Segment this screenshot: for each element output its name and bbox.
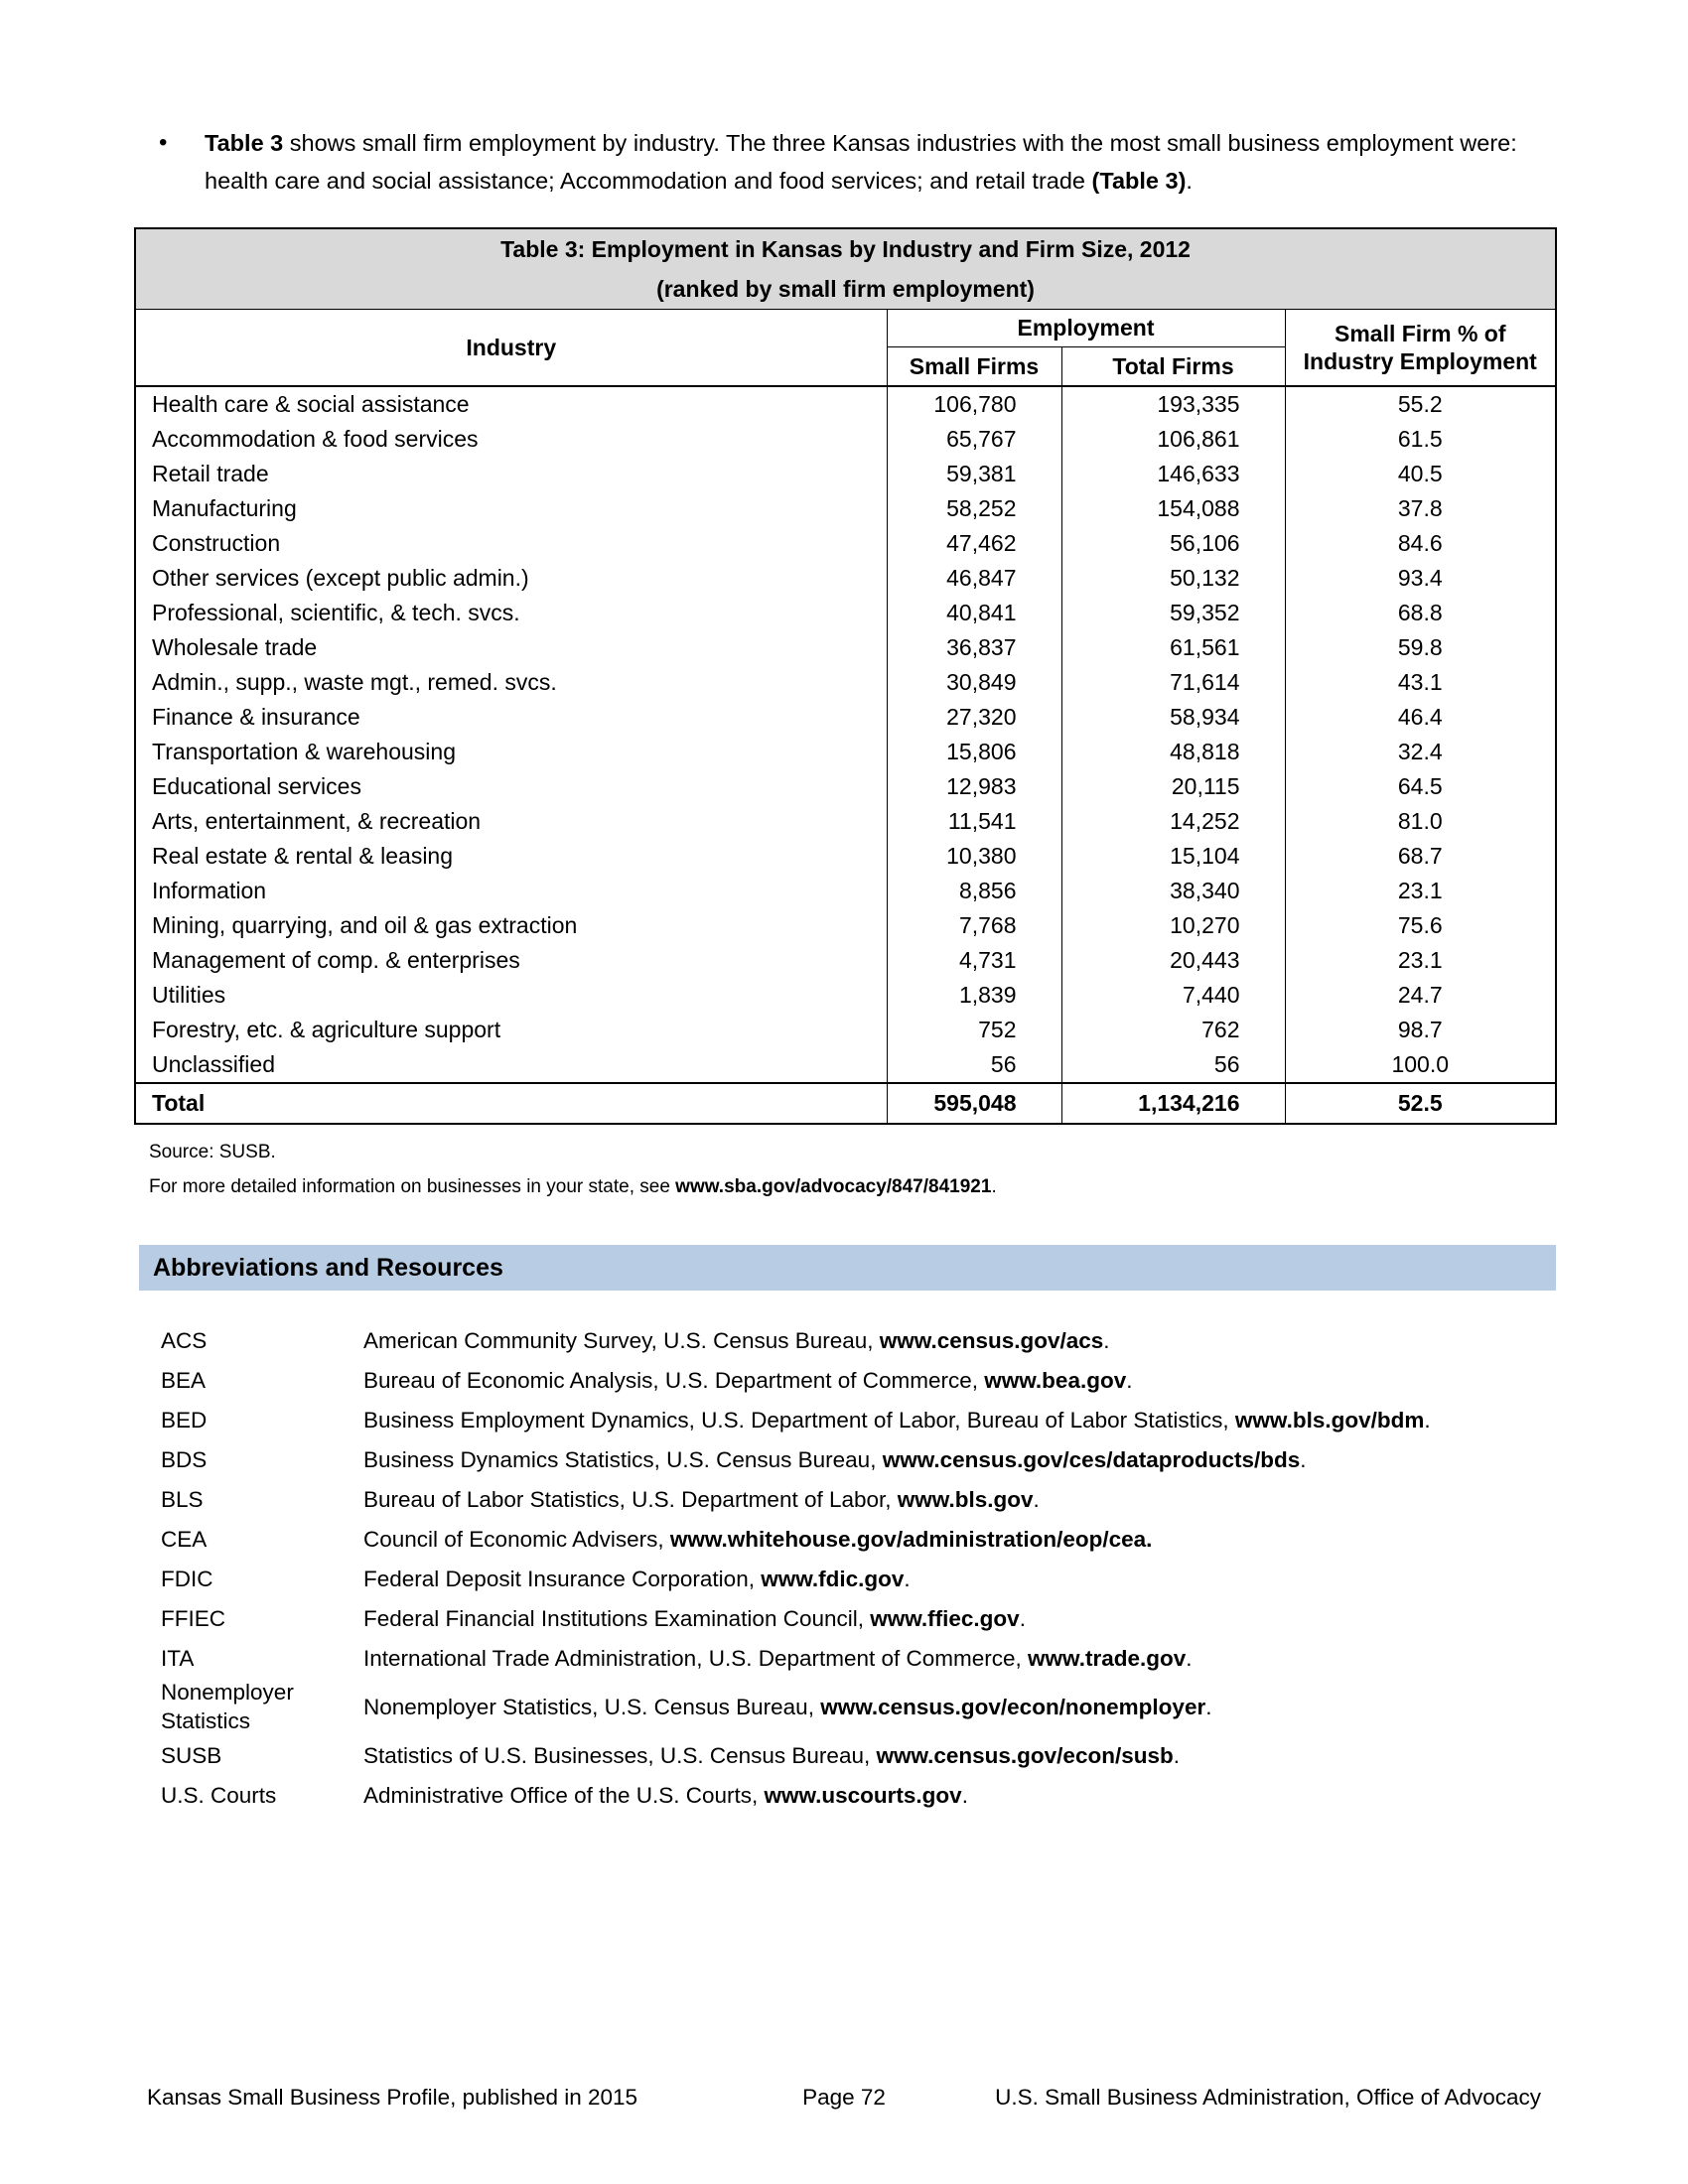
industry-cell: Unclassified (135, 1047, 887, 1083)
total-label-cell: Total (135, 1083, 887, 1124)
industry-row (135, 700, 1556, 735)
abbreviation-description (363, 1781, 1551, 1810)
abbreviation-description (363, 1604, 1551, 1633)
total-firms-cell: 762 (1061, 1013, 1285, 1047)
abbreviation-description (363, 1644, 1551, 1673)
small-firms-cell: 47,462 (887, 526, 1061, 561)
description-text: Nonemployer Statistics, U.S. Census Bureau, (363, 1694, 821, 1719)
small-firms-cell: 40,841 (887, 596, 1061, 630)
pct-cell: 81.0 (1285, 804, 1556, 839)
table-total-row (135, 1083, 1556, 1124)
description-text: Business Dynamics Statistics, U.S. Census Bureau, (363, 1446, 883, 1472)
pct-cell: 68.8 (1285, 596, 1556, 630)
description-text: Federal Financial Institutions Examination Council, (363, 1605, 871, 1631)
total-firms-cell: 48,818 (1061, 735, 1285, 769)
industry-row (135, 769, 1556, 804)
resource-link[interactable]: www.uscourts.gov (764, 1782, 962, 1808)
industry-cell: Admin., supp., waste mgt., remed. svcs. (135, 665, 887, 700)
resource-link[interactable]: www.whitehouse.gov/administration/eop/cea. (669, 1526, 1153, 1552)
pct-cell: 23.1 (1285, 874, 1556, 908)
abbreviation-description (363, 1525, 1551, 1554)
pct-cell: 61.5 (1285, 422, 1556, 457)
small-firms-cell: 36,837 (887, 630, 1061, 665)
table-subtitle: (ranked by small firm employment) (135, 269, 1556, 310)
abbreviation-term: BED (161, 1407, 208, 1433)
small-firms-cell: 10,380 (887, 839, 1061, 874)
pct-cell: 23.1 (1285, 943, 1556, 978)
description-text: Business Employment Dynamics, U.S. Department of Labor, Bureau of Labor Statistics, (363, 1407, 1235, 1433)
total-firms-cell: 38,340 (1061, 874, 1285, 908)
intro-tail-end: . (1186, 168, 1193, 194)
pct-cell: 68.7 (1285, 839, 1556, 874)
abbreviation-term: ITA (161, 1645, 195, 1671)
abbreviation-description (363, 1445, 1551, 1474)
industry-table-body (135, 386, 1556, 1083)
abbreviation-term: ACS (161, 1327, 208, 1353)
abbreviation-row (161, 1439, 1551, 1479)
small-firms-cell: 1,839 (887, 978, 1061, 1013)
small-firms-cell: 15,806 (887, 735, 1061, 769)
column-header-total-firms: Total Firms (1061, 347, 1285, 387)
total-total-firms-cell: 1,134,216 (1061, 1083, 1285, 1124)
industry-cell: Health care & social assistance (135, 386, 887, 422)
description-text: Bureau of Economic Analysis, U.S. Department of Commerce, (363, 1367, 985, 1393)
total-firms-cell: 56 (1061, 1047, 1285, 1083)
description-end: . (1300, 1446, 1307, 1472)
sba-advocacy-link[interactable]: www.sba.gov/advocacy/847/841921 (675, 1176, 992, 1197)
small-firms-cell: 46,847 (887, 561, 1061, 596)
total-firms-cell: 58,934 (1061, 700, 1285, 735)
more-info-line (149, 1175, 1688, 1199)
industry-row (135, 735, 1556, 769)
pct-cell: 59.8 (1285, 630, 1556, 665)
description-end: . (1424, 1407, 1431, 1433)
column-header-employment: Employment (887, 310, 1285, 347)
more-info-end: . (991, 1176, 997, 1197)
abbreviation-term: U.S. Courts (161, 1782, 277, 1808)
description-end: . (1103, 1327, 1110, 1353)
industry-cell: Manufacturing (135, 491, 887, 526)
total-firms-cell: 10,270 (1061, 908, 1285, 943)
industry-row (135, 526, 1556, 561)
abbreviation-description (363, 1406, 1551, 1434)
industry-row (135, 422, 1556, 457)
total-firms-cell: 14,252 (1061, 804, 1285, 839)
description-text: Bureau of Labor Statistics, U.S. Department of Labor, (363, 1486, 898, 1512)
pct-cell: 75.6 (1285, 908, 1556, 943)
description-text: Council of Economic Advisers, (363, 1526, 670, 1552)
industry-cell: Mining, quarrying, and oil & gas extraction (135, 908, 887, 943)
industry-row (135, 596, 1556, 630)
description-text: International Trade Administration, U.S. Department of Commerce, (363, 1645, 1029, 1671)
small-firms-cell: 30,849 (887, 665, 1061, 700)
industry-cell: Finance & insurance (135, 700, 887, 735)
abbreviation-row (161, 1360, 1551, 1400)
abbreviation-row (161, 1519, 1551, 1559)
table-title-row-1 (135, 228, 1556, 269)
description-text: Statistics of U.S. Businesses, U.S. Census Bureau, (363, 1742, 877, 1768)
resource-link[interactable]: www.census.gov/econ/susb (876, 1742, 1174, 1768)
industry-row (135, 804, 1556, 839)
source-line: Source: SUSB. (149, 1142, 276, 1162)
column-header-small-firm-pct (1285, 310, 1556, 387)
footer-publication: Kansas Small Business Profile, published in 2015 (147, 2085, 638, 2110)
industry-row (135, 978, 1556, 1013)
description-end: . (904, 1566, 911, 1591)
industry-cell: Real estate & rental & leasing (135, 839, 887, 874)
pct-header-line2: Industry Employment (1303, 348, 1537, 374)
pct-cell: 93.4 (1285, 561, 1556, 596)
abbreviation-description (363, 1693, 1551, 1721)
abbreviation-description (363, 1326, 1551, 1355)
description-text: Administrative Office of the U.S. Courts, (363, 1782, 765, 1808)
total-firms-cell: 50,132 (1061, 561, 1285, 596)
resource-link[interactable]: www.census.gov/econ/nonemployer (820, 1694, 1206, 1719)
industry-cell: Forestry, etc. & agriculture support (135, 1013, 887, 1047)
abbreviation-row (161, 1678, 1551, 1735)
pct-cell: 43.1 (1285, 665, 1556, 700)
industry-cell: Retail trade (135, 457, 887, 491)
resource-link[interactable]: www.census.gov/acs (879, 1327, 1104, 1353)
column-header-small-firms: Small Firms (887, 347, 1061, 387)
total-firms-cell: 59,352 (1061, 596, 1285, 630)
total-firms-cell: 7,440 (1061, 978, 1285, 1013)
industry-cell: Information (135, 874, 887, 908)
abbreviation-row (161, 1320, 1551, 1360)
intro-bold-lead: Table 3 (205, 130, 284, 156)
bullet-marker: • (159, 129, 168, 156)
abbreviations-list (161, 1320, 1551, 1815)
industry-cell: Management of comp. & enterprises (135, 943, 887, 978)
small-firms-cell: 4,731 (887, 943, 1061, 978)
industry-row (135, 1047, 1556, 1083)
small-firms-cell: 56 (887, 1047, 1061, 1083)
industry-row (135, 874, 1556, 908)
abbreviation-row (161, 1598, 1551, 1638)
resource-link[interactable]: www.ffiec.gov (870, 1605, 1020, 1631)
industry-row (135, 630, 1556, 665)
table-title-row-2 (135, 269, 1556, 310)
pct-header-line1: Small Firm % of (1334, 321, 1506, 346)
description-text: Federal Deposit Insurance Corporation, (363, 1566, 762, 1591)
abbreviation-description (363, 1366, 1551, 1395)
description-end: . (1205, 1694, 1212, 1719)
small-firms-cell: 8,856 (887, 874, 1061, 908)
small-firms-cell: 11,541 (887, 804, 1061, 839)
table-title: Table 3: Employment in Kansas by Industry and Firm Size, 2012 (135, 228, 1556, 269)
small-firms-cell: 27,320 (887, 700, 1061, 735)
abbreviation-row (161, 1775, 1551, 1815)
abbreviation-row (161, 1479, 1551, 1519)
footer-organization: U.S. Small Business Administration, Office of Advocacy (995, 2085, 1541, 2110)
total-firms-cell: 154,088 (1061, 491, 1285, 526)
resource-link[interactable]: www.trade.gov (1028, 1645, 1187, 1671)
small-firms-cell: 752 (887, 1013, 1061, 1047)
small-firms-cell: 106,780 (887, 386, 1061, 422)
abbreviation-term: SUSB (161, 1742, 222, 1768)
industry-row (135, 839, 1556, 874)
description-end: . (1173, 1742, 1180, 1768)
small-firms-cell: 58,252 (887, 491, 1061, 526)
industry-cell: Other services (except public admin.) (135, 561, 887, 596)
industry-cell: Educational services (135, 769, 887, 804)
abbreviation-term: FDIC (161, 1566, 213, 1591)
abbreviation-term: BDS (161, 1446, 208, 1472)
total-firms-cell: 56,106 (1061, 526, 1285, 561)
abbreviations-header-bar: Abbreviations and Resources (139, 1245, 1556, 1291)
description-end: . (1033, 1486, 1040, 1512)
industry-cell: Transportation & warehousing (135, 735, 887, 769)
pct-cell: 64.5 (1285, 769, 1556, 804)
industry-cell: Wholesale trade (135, 630, 887, 665)
small-firms-cell: 12,983 (887, 769, 1061, 804)
pct-cell: 46.4 (1285, 700, 1556, 735)
abbreviation-description (363, 1485, 1551, 1514)
abbreviation-term: Nonemployer Statistics (161, 1680, 294, 1733)
total-firms-cell: 20,115 (1061, 769, 1285, 804)
abbreviation-row (161, 1735, 1551, 1775)
total-firms-cell: 146,633 (1061, 457, 1285, 491)
description-end: . (1126, 1367, 1133, 1393)
industry-row (135, 665, 1556, 700)
resource-link[interactable]: www.bea.gov (984, 1367, 1127, 1393)
total-firms-cell: 193,335 (1061, 386, 1285, 422)
resource-link[interactable]: www.bls.gov/bdm (1234, 1407, 1425, 1433)
pct-cell: 24.7 (1285, 978, 1556, 1013)
column-header-industry: Industry (135, 310, 887, 387)
total-small-firms-cell: 595,048 (887, 1083, 1061, 1124)
industry-cell: Construction (135, 526, 887, 561)
industry-row (135, 457, 1556, 491)
abbreviation-row (161, 1559, 1551, 1598)
pct-cell: 84.6 (1285, 526, 1556, 561)
total-pct-cell: 52.5 (1285, 1083, 1556, 1124)
abbreviation-row (161, 1400, 1551, 1439)
abbreviation-description (363, 1741, 1551, 1770)
pct-cell: 37.8 (1285, 491, 1556, 526)
total-firms-cell: 61,561 (1061, 630, 1285, 665)
pct-cell: 55.2 (1285, 386, 1556, 422)
page-footer (0, 2085, 1688, 2124)
abbreviation-row (161, 1638, 1551, 1678)
abbreviation-term: BEA (161, 1367, 207, 1393)
industry-row (135, 561, 1556, 596)
description-text: American Community Survey, U.S. Census Bureau, (363, 1327, 880, 1353)
total-firms-cell: 106,861 (1061, 422, 1285, 457)
industry-row (135, 1013, 1556, 1047)
intro-body-text: shows small firm employment by industry. The three Kansas industries with the most small business employment were: health care and social assistance; Accommodation and food services; and retail trade (205, 130, 1517, 194)
description-end: . (1186, 1645, 1193, 1671)
industry-cell: Arts, entertainment, & recreation (135, 804, 887, 839)
abbreviation-term: FFIEC (161, 1605, 225, 1631)
intro-bold-tail: (Table 3) (1091, 168, 1187, 194)
abbreviation-description (363, 1565, 1551, 1593)
footer-page-number: Page 72 (802, 2085, 886, 2110)
industry-row (135, 943, 1556, 978)
total-firms-cell: 15,104 (1061, 839, 1285, 874)
employment-table (134, 227, 1557, 1125)
industry-cell: Professional, scientific, & tech. svcs. (135, 596, 887, 630)
intro-bullet-item (0, 0, 1688, 200)
industry-cell: Accommodation & food services (135, 422, 887, 457)
industry-row (135, 491, 1556, 526)
description-end: . (1019, 1605, 1026, 1631)
industry-row (135, 908, 1556, 943)
pct-cell: 40.5 (1285, 457, 1556, 491)
industry-cell: Utilities (135, 978, 887, 1013)
industry-row (135, 386, 1556, 422)
small-firms-cell: 7,768 (887, 908, 1061, 943)
total-firms-cell: 20,443 (1061, 943, 1285, 978)
resource-link[interactable]: www.fdic.gov (761, 1566, 905, 1591)
pct-cell: 100.0 (1285, 1047, 1556, 1083)
small-firms-cell: 59,381 (887, 457, 1061, 491)
resource-link[interactable]: www.census.gov/ces/dataproducts/bds (882, 1446, 1301, 1472)
abbreviation-term: CEA (161, 1526, 208, 1552)
total-firms-cell: 71,614 (1061, 665, 1285, 700)
abbreviation-term: BLS (161, 1486, 204, 1512)
more-info-text: For more detailed information on businesses in your state, see (149, 1176, 676, 1197)
pct-cell: 32.4 (1285, 735, 1556, 769)
resource-link[interactable]: www.bls.gov (897, 1486, 1034, 1512)
intro-paragraph (205, 124, 1539, 200)
pct-cell: 98.7 (1285, 1013, 1556, 1047)
table-header-row-1 (135, 310, 1556, 347)
source-notes (149, 1141, 1688, 1199)
description-end: . (961, 1782, 968, 1808)
small-firms-cell: 65,767 (887, 422, 1061, 457)
